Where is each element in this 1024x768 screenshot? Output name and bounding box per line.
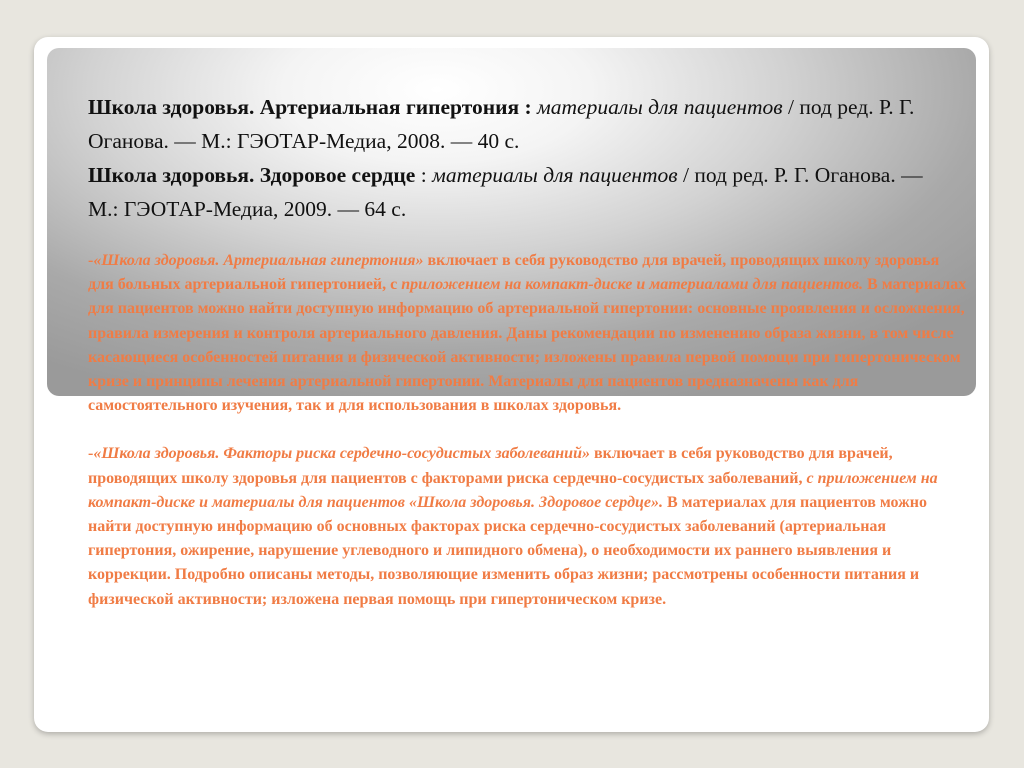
reference-2-title: Школа здоровья. Здоровое сердце xyxy=(88,163,416,187)
reference-2 xyxy=(88,158,948,226)
description-paragraph-2 xyxy=(88,442,968,611)
references-block xyxy=(88,90,948,226)
reference-2-subtitle: материалы для пациентов xyxy=(432,163,678,187)
description-block xyxy=(88,249,968,612)
reference-1 xyxy=(88,90,948,158)
paragraph-1-title: «Школа здоровья. Артериальная гипертония» xyxy=(93,252,424,269)
paragraph-2-italic: с приложением на компакт-диске и материалы для пациентов «Школа здоровья. Здоровое сердце». xyxy=(88,469,938,511)
description-paragraph-1 xyxy=(88,249,968,418)
reference-2-details: / под ред. Р. Г. Оганова. — М.: ГЭОТАР-Медиа, 2009. — 64 с. xyxy=(88,163,923,221)
paragraph-1-text-a: включает в себя руководство для врачей, проводящих школу здоровья для больных артериальной гипертонией, с xyxy=(88,252,940,294)
reference-1-title: Школа здоровья. Артериальная гипертония : xyxy=(88,95,532,119)
paragraph-2-title: «Школа здоровья. Факторы риска сердечно-сосудистых заболеваний» xyxy=(93,445,590,463)
paragraph-2-text-b: В материалах для пациентов можно найти доступную информацию об основных факторах риска сердечно-сосудистых заболеваний (артериальная гипертония, ожирение, нарушение углеводного и липидного обмена), о необходимости их раннего выявления и коррекции. Подробно описаны методы, позволяющие изменить образ жизни; рассмотрены особенности питания и физической активности; изложена первая помощь при гипертоническом кризе. xyxy=(88,493,927,608)
reference-1-details: / под ред. Р. Г. Оганова. — М.: ГЭОТАР-Медиа, 2008. — 40 с. xyxy=(88,95,915,153)
reference-1-subtitle: материалы для пациентов xyxy=(537,95,783,119)
reference-2-colon: : xyxy=(415,163,433,187)
paragraph-2-prefix: - xyxy=(88,445,94,463)
paragraph-2-text-a: включает в себя руководство для врачей, проводящих школу здоровья для пациентов с факторами риска сердечно-сосудистых заболеваний, xyxy=(88,445,893,487)
paragraph-1-prefix: - xyxy=(88,252,94,269)
paragraph-1-italic: приложением на компакт-диске и материалами для пациентов. xyxy=(401,276,864,294)
paragraph-1-text-b: В материалах для пациентов можно найти доступную информацию об артериальной гипертонии: основные проявления и осложнения, правила измерения и контроля артериального давления. Даны рекомендации по изменению образа жизни, в том числе касающиеся особенностей питания и физической активности; изложены правила первой помощи при гипертоническом кризе и принципы лечения артериальной гипертонии. Материалы для пациентов предназначены как для самостоятельного изучения, так и для использования в школах здоровья. xyxy=(88,276,967,415)
paragraph-gap xyxy=(88,418,968,442)
